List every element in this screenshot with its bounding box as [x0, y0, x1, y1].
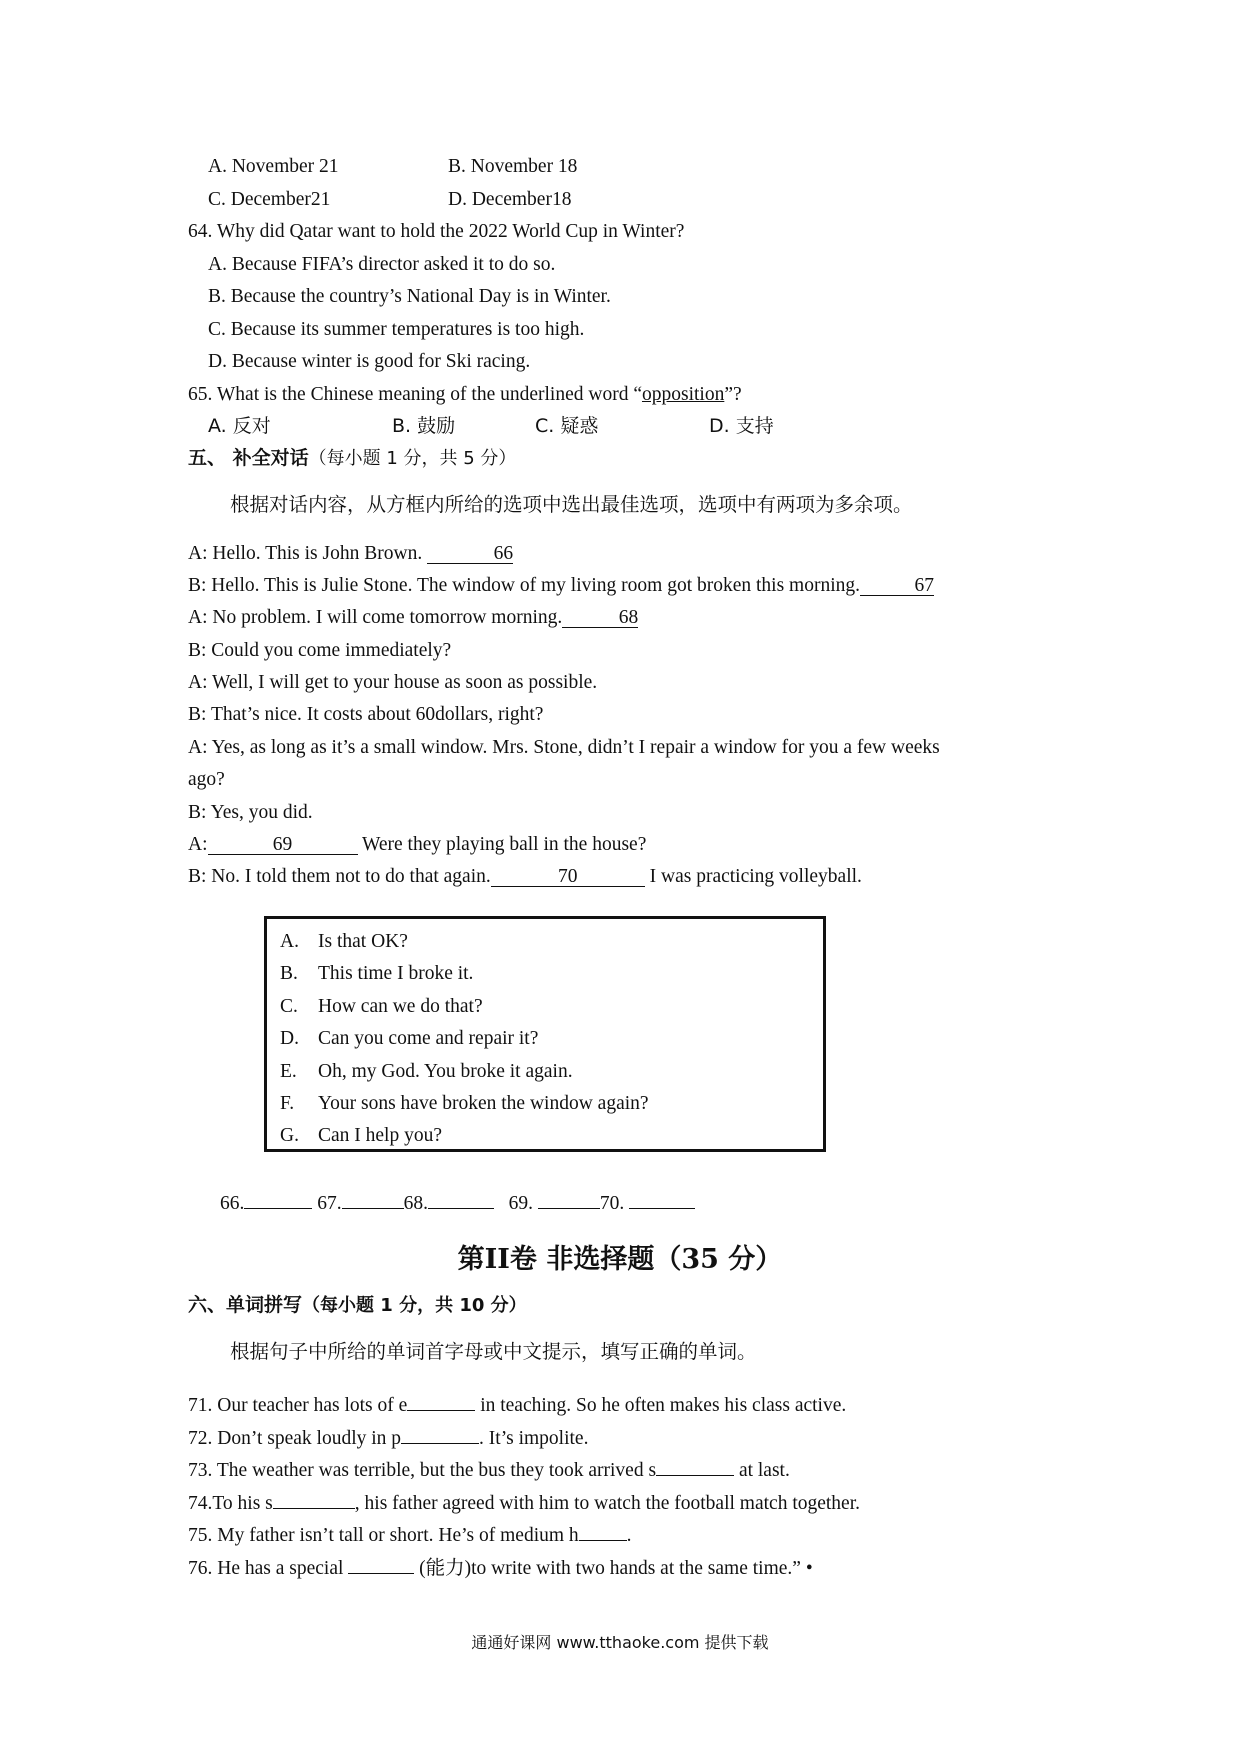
blank-66: 66 — [427, 541, 513, 564]
q74-blank[interactable] — [273, 1486, 355, 1509]
q76-pre: 76. He has a special — [188, 1558, 349, 1579]
option-text: Can I help you? — [318, 1125, 443, 1146]
option-box-item — [280, 1059, 573, 1085]
q72-pre: 72. Don’t speak loudly in p — [188, 1428, 402, 1449]
dialogue-line-7: A: Yes, as long as it’s a small window. Mrs. Stone, didn’t I repair a window for you a few weeks — [188, 737, 940, 758]
blank-67: 67 — [860, 573, 934, 596]
option-letter: G. — [280, 1125, 299, 1146]
q65-option-d: D. 支持 — [709, 415, 774, 437]
option-box-item — [280, 1123, 442, 1149]
section5-heading — [188, 445, 516, 472]
q65-option-c: C. 疑惑 — [535, 415, 599, 437]
spelling-q74 — [188, 1486, 860, 1517]
option-box-item — [280, 994, 483, 1020]
option-box-item — [280, 929, 408, 955]
q71-pre: 71. Our teacher has lots of e — [188, 1395, 408, 1416]
spelling-q72 — [188, 1421, 588, 1452]
section6-heading — [188, 1292, 527, 1319]
option-text: This time I broke it. — [318, 963, 474, 984]
answer-label-67: 67. — [317, 1193, 342, 1214]
q74-pre: 74.To his s — [188, 1493, 273, 1514]
answer-row — [220, 1186, 695, 1217]
dialogue-line-3-text: A: No problem. I will come tomorrow morning. — [188, 607, 563, 628]
q65-option-b: B. 鼓励 — [392, 415, 456, 437]
answer-label-69: 69. — [508, 1193, 538, 1214]
option-text: How can we do that? — [318, 996, 483, 1017]
q73-pre: 73. The weather was terrible, but the bus they took arrived s — [188, 1460, 657, 1481]
section6-title: 六、单词拼写 — [188, 1294, 303, 1316]
answer-blank-69[interactable] — [538, 1186, 600, 1209]
dialogue-line-2-text: B: Hello. This is Julie Stone. The window of my living room got broken this morning. — [188, 575, 861, 596]
q64-option-d: D. Because winter is good for Ski racing. — [208, 351, 531, 372]
q63-option-a: A. November 21 — [208, 156, 339, 177]
q72-blank[interactable] — [401, 1421, 479, 1444]
q64-stem: 64. Why did Qatar want to hold the 2022 World Cup in Winter? — [188, 221, 685, 242]
part2-title: 第II卷 非选择题（35 分） — [457, 1244, 783, 1275]
blank-68: 68 — [562, 605, 638, 628]
option-text: Is that OK? — [318, 931, 408, 952]
dialogue-line-10 — [188, 832, 646, 858]
section6-note: （每小题 1 分，共 10 分） — [302, 1295, 527, 1316]
q65-stem — [188, 382, 742, 408]
q75-post: . — [626, 1525, 632, 1546]
dialogue-line-1-text: A: Hello. This is John Brown. — [188, 543, 428, 564]
q73-post: at last. — [734, 1460, 790, 1481]
q75-blank[interactable] — [579, 1518, 627, 1541]
q63-option-c: C. December21 — [208, 189, 331, 210]
option-text: Oh, my God. You broke it again. — [318, 1061, 573, 1082]
answer-label-70: 70. — [599, 1193, 630, 1214]
page-footer: 通通好课网 www.tthaoke.com 提供下载 — [471, 1633, 769, 1652]
q63-option-d: D. December18 — [448, 189, 572, 210]
q72-post: . It’s impolite. — [479, 1428, 589, 1449]
option-letter: F. — [280, 1093, 295, 1114]
section5-title: 五、 补全对话 — [188, 447, 309, 469]
q65-stem-pre: 65. What is the Chinese meaning of the underlined word “ — [188, 384, 642, 405]
dialogue-line-8: ago? — [188, 769, 225, 790]
option-text: Your sons have broken the window again? — [318, 1093, 649, 1114]
spelling-q76 — [188, 1551, 813, 1582]
answer-label-66: 66. — [220, 1193, 245, 1214]
option-letter: A. — [280, 931, 299, 952]
q64-option-c: C. Because its summer temperatures is too high. — [208, 319, 585, 340]
spelling-q73 — [188, 1453, 790, 1484]
q64-option-a: A. Because FIFA’s director asked it to do so. — [208, 254, 556, 275]
q73-blank[interactable] — [656, 1453, 734, 1476]
option-box-item — [280, 1026, 538, 1052]
option-letter: C. — [280, 996, 298, 1017]
answer-blank-68[interactable] — [428, 1186, 494, 1209]
dialogue-line-4: B: Could you come immediately? — [188, 640, 452, 661]
dialogue-line-10-post: Were they playing ball in the house? — [357, 834, 647, 855]
dialogue-line-11-pre: B: No. I told them not to do that again. — [188, 866, 491, 887]
dialogue-line-11 — [188, 864, 862, 890]
dialogue-line-2 — [188, 573, 934, 599]
q75-pre: 75. My father isn’t tall or short. He’s of medium h — [188, 1525, 579, 1546]
option-text: Can you come and repair it? — [318, 1028, 539, 1049]
options-box — [264, 916, 826, 1152]
q65-stem-post: ”? — [724, 384, 742, 405]
blank-70: 70 — [491, 864, 645, 887]
q74-post: , his father agreed with him to watch the football match together. — [354, 1493, 861, 1514]
option-letter: D. — [280, 1028, 299, 1049]
spelling-q71 — [188, 1388, 846, 1419]
q76-blank[interactable] — [348, 1551, 414, 1574]
dialogue-line-11-post: I was practicing volleyball. — [644, 866, 862, 887]
answer-label-68: 68. — [403, 1193, 428, 1214]
blank-69: 69 — [208, 832, 358, 855]
option-box-item — [280, 961, 473, 987]
option-letter: B. — [280, 963, 298, 984]
section6-instruction: 根据句子中所给的单词首字母或中文提示，填写正确的单词。 — [230, 1340, 757, 1363]
dialogue-line-9: B: Yes, you did. — [188, 802, 313, 823]
answer-blank-66[interactable] — [244, 1186, 312, 1209]
q65-underlined-word: opposition — [641, 384, 725, 405]
dialogue-line-10-pre: A: — [188, 834, 208, 855]
q65-option-a: A. 反对 — [208, 415, 271, 437]
q64-option-b: B. Because the country’s National Day is in Winter. — [208, 286, 611, 307]
answer-blank-70[interactable] — [629, 1186, 695, 1209]
q76-post: (能力)to write with two hands at the same time.” • — [414, 1558, 813, 1579]
q71-blank[interactable] — [407, 1388, 475, 1411]
dialogue-line-3 — [188, 605, 638, 631]
section5-note: （每小题 1 分，共 5 分） — [308, 448, 517, 469]
option-letter: E. — [280, 1061, 297, 1082]
option-box-item — [280, 1091, 649, 1117]
dialogue-line-1 — [188, 541, 513, 567]
dialogue-line-5: A: Well, I will get to your house as soon as possible. — [188, 672, 598, 693]
section5-instruction: 根据对话内容，从方框内所给的选项中选出最佳选项，选项中有两项为多余项。 — [230, 493, 913, 516]
answer-blank-67[interactable] — [342, 1186, 404, 1209]
spelling-q75 — [188, 1518, 632, 1549]
q71-post: in teaching. So he often makes his class active. — [475, 1395, 847, 1416]
q63-option-b: B. November 18 — [448, 156, 578, 177]
dialogue-line-6: B: That’s nice. It costs about 60dollars, right? — [188, 704, 544, 725]
